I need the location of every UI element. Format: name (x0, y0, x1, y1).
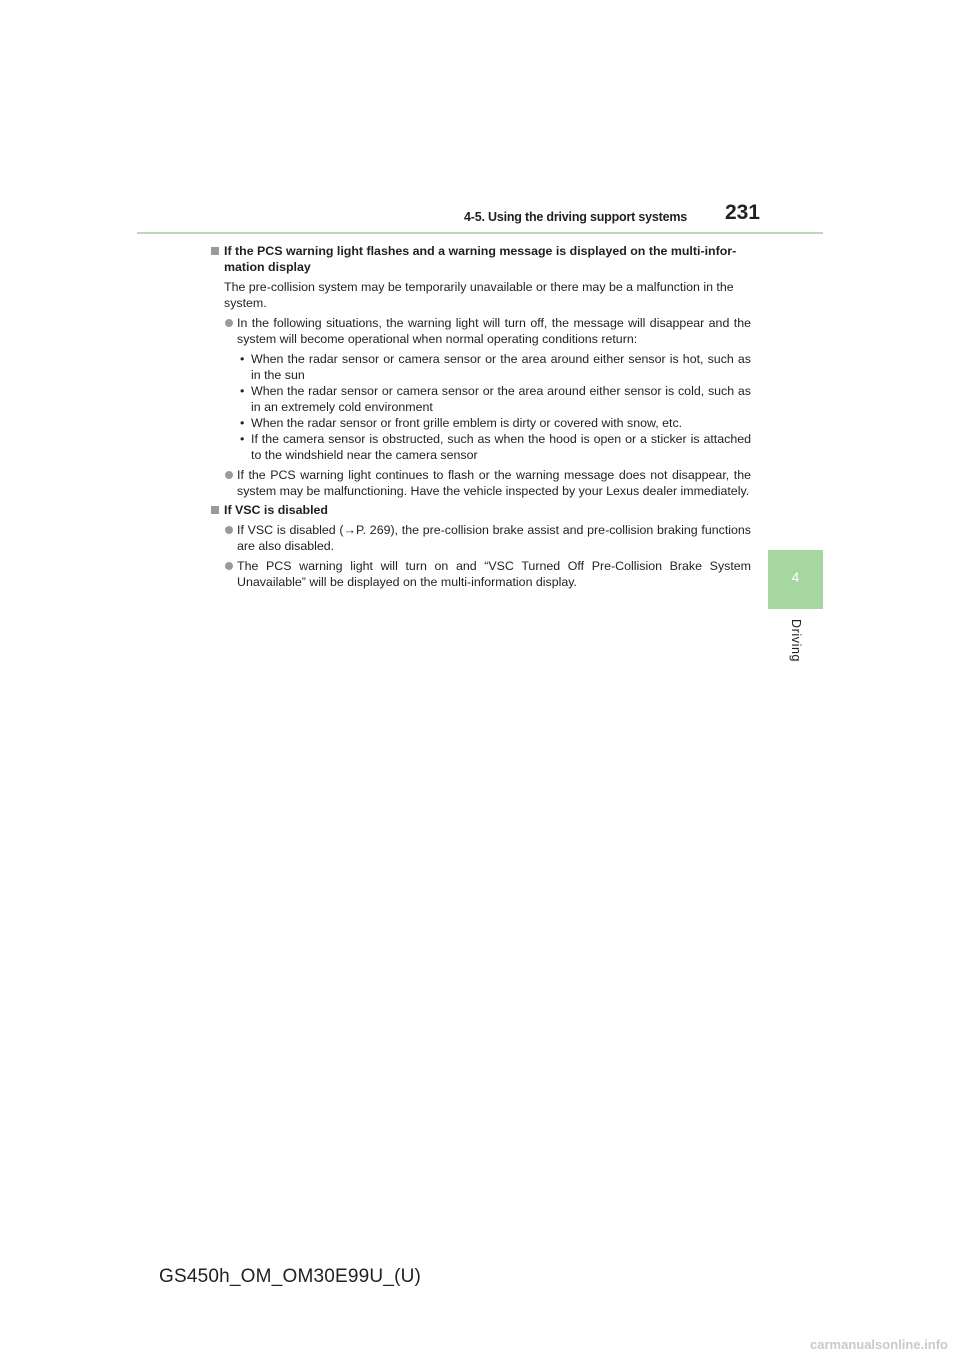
watermark-text: carmanualsonline.info (810, 1337, 948, 1352)
round-bullet-icon (225, 471, 233, 479)
section-title: 4-5. Using the driving support systems (463, 210, 687, 224)
list-item (211, 467, 751, 499)
square-bullet-icon (211, 506, 219, 514)
list-item-text: If VSC is disabled (→P. 269), the pre-collision brake assist and pre-collision braking functions are also disabled. (237, 523, 751, 553)
middle-dot-icon: • (240, 384, 245, 398)
section-paragraph: The pre-collision system may be temporarily unavailable or there may be a malfunction in the system. (224, 280, 734, 310)
sub-list-item-text: When the radar sensor or camera sensor or the area around either sensor is hot, such as in the sun (251, 352, 751, 382)
list-item-text: In the following situations, the warning light will turn off, the message will disappear and the system will become operational when normal operating conditions return: (237, 316, 751, 346)
round-bullet-icon (225, 526, 233, 534)
middle-dot-icon: • (240, 352, 245, 366)
round-bullet-icon (225, 562, 233, 570)
page-number: 231 (724, 201, 760, 224)
list-item (211, 522, 751, 554)
sub-list-item (211, 415, 751, 431)
round-bullet-icon (225, 319, 233, 327)
sub-list-item (211, 383, 751, 415)
chapter-number: 4 (791, 569, 800, 585)
section-heading (211, 243, 751, 275)
sub-list-item-text: When the radar sensor or camera sensor or the area around either sensor is cold, such as in an extremely cold environment (251, 384, 751, 414)
document-code: GS450h_OM_OM30E99U_(U) (159, 1266, 422, 1287)
square-bullet-icon (211, 247, 219, 255)
chapter-tab[interactable] (768, 550, 823, 609)
page-content (211, 243, 751, 590)
list-item-text: The PCS warning light will turn on and “VSC Turned Off Pre-Collision Brake System Unavailable” will be displayed on the multi-information display. (237, 559, 751, 589)
header-divider (137, 232, 823, 234)
chapter-label: Driving (789, 619, 803, 663)
section-heading (211, 502, 751, 518)
middle-dot-icon: • (240, 432, 245, 446)
middle-dot-icon: • (240, 416, 245, 430)
list-item-text: If the PCS warning light continues to flash or the warning message does not disappear, the system may be malfunctioning. Have the vehicle inspected by your Lexus dealer immediately. (237, 468, 751, 498)
list-item (211, 558, 751, 590)
section-heading-text: If the PCS warning light flashes and a warning message is displayed on the multi-infor-mation display (224, 244, 737, 274)
sub-list-item-text: If the camera sensor is obstructed, such as when the hood is open or a sticker is attached to the windshield near the camera sensor (251, 432, 751, 462)
section-heading-text: If VSC is disabled (224, 503, 328, 517)
page-header (0, 0, 960, 240)
list-item (211, 315, 751, 347)
sub-list-item-text: When the radar sensor or front grille emblem is dirty or covered with snow, etc. (251, 416, 683, 430)
sub-list-item (211, 431, 751, 463)
sub-list-item (211, 351, 751, 383)
